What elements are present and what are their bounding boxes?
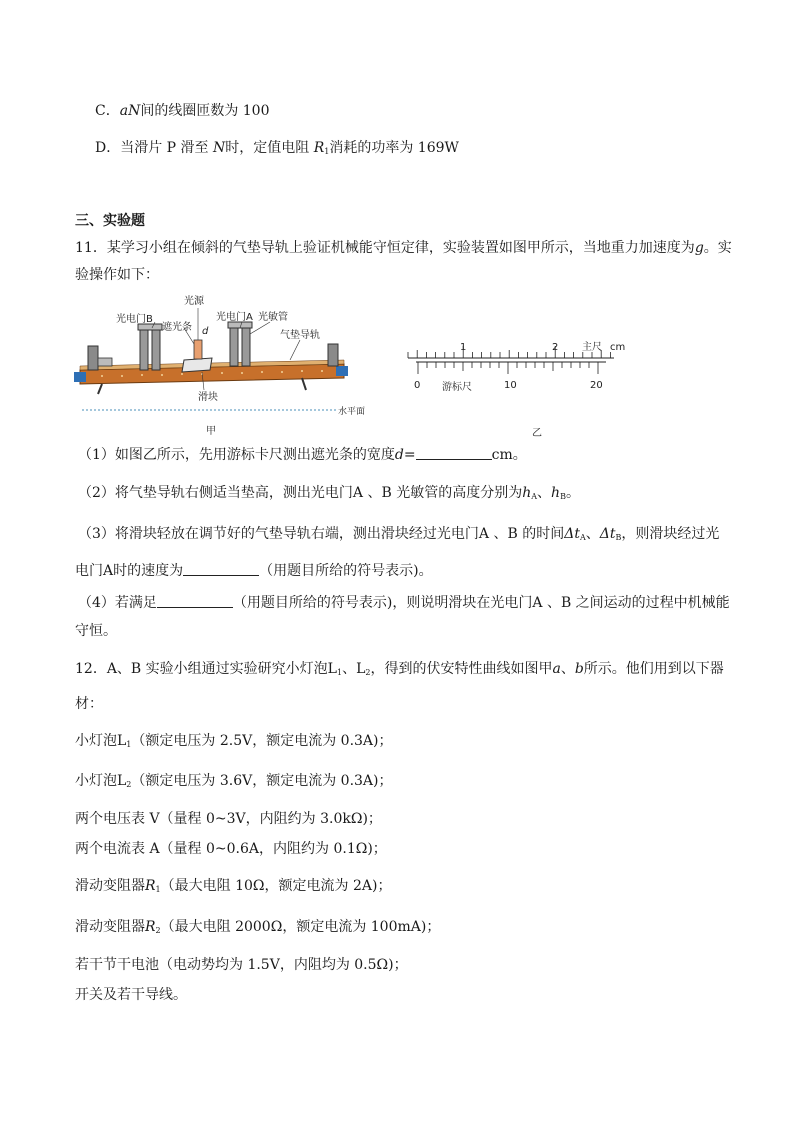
q11-text: 11．某学习小组在倾斜的气垫导轨上验证机械能守恒定律，实验装置如图甲所示，当地重力加速度为 (75, 240, 695, 256)
equipment-symbol: R (145, 878, 156, 894)
equipment-text: 两个电压表 V（量程 0~3V，内阻约为 3.0kΩ)； (75, 811, 382, 827)
equipment-item (75, 839, 387, 859)
q11-p3-line2b: （用题目所给的符号表示)。 (259, 563, 433, 579)
option-c-label: C． (95, 103, 120, 119)
q12-sep: 、 (342, 661, 357, 677)
main-scale-label: 主尺 (582, 342, 602, 353)
option-d-label: D． (95, 140, 121, 156)
vernier-label: 游标尺 (442, 382, 472, 393)
q11-p3-text: （3）将滑块轻放在调节好的气垫导轨右端，测出滑块经过光电门A 、B 的时间 (78, 526, 565, 542)
vernier-tick-20: 20 (590, 380, 603, 391)
equipment-text: 若干节干电池（电动势均为 1.5V，内阻均为 0.5Ω)； (75, 957, 408, 973)
caption-jia: 甲 (206, 426, 216, 437)
label-shade-strip: 遮光条 (162, 322, 192, 333)
q11-part-4-line-2: 守恒。 (75, 623, 117, 639)
q11-p1-eq: = (403, 447, 416, 463)
equipment-sub: 1 (155, 885, 161, 894)
q11-p2-text: （2）将气垫导轨右侧适当垫高，测出光电门A 、B 光敏管的高度分别为 (78, 485, 523, 501)
equipment-item (75, 955, 408, 975)
option-d (95, 138, 459, 162)
q12-text-b: ，得到的伏安特性曲线如图甲 (370, 661, 553, 677)
label-light-source: 光源 (184, 296, 204, 307)
equipment-text: 两个电流表 A（量程 0~0.6A，内阻约为 0.1Ω)； (75, 841, 387, 857)
q11-p3-sub-a: A (579, 533, 586, 542)
shade-strip (194, 340, 202, 359)
equipment-pre: 小灯泡 (75, 733, 117, 749)
caption-yi: 乙 (532, 428, 542, 439)
section-title: 三、实验题 (75, 213, 145, 229)
q11-g: g (694, 240, 704, 256)
q11-line-2: 验操作如下： (75, 267, 159, 283)
equipment-symbol: R (145, 919, 156, 935)
equipment-item (75, 809, 382, 829)
main-tick-2: 2 (552, 342, 559, 353)
q11-p3-dt-b: Δt (599, 526, 616, 542)
figure-vernier (400, 332, 640, 440)
equipment-symbol: L (117, 773, 127, 789)
equipment-item (75, 985, 187, 1005)
q11-p3-line2a: 电门A时的速度为 (75, 563, 184, 579)
equipment-sub: 1 (126, 740, 132, 749)
label-photo-tube: 光敏管 (258, 312, 288, 323)
q11-p2-sub-a: A (531, 492, 538, 501)
option-d-text-3: 消耗的功率为 169W (329, 140, 459, 156)
label-gate-b: 光电门B (116, 314, 153, 325)
q12-sub-1: 1 (336, 668, 343, 677)
q11-p3-dt-a: Δt (564, 526, 580, 542)
equipment-symbol: L (117, 733, 127, 749)
q11-line-1 (75, 238, 732, 258)
q12-text-a: 12．A、B 实验小组通过实验研究小灯泡 (75, 661, 328, 677)
equipment-pre: 滑动变阻器 (75, 878, 145, 894)
vernier-tick-10: 10 (504, 380, 517, 391)
q12-mid: 、 (560, 661, 575, 677)
q11-p4-text: （4）若满足 (78, 595, 157, 611)
equipment-item (75, 917, 440, 941)
q12-a: a (552, 661, 561, 677)
q11-part-2 (78, 483, 580, 507)
q11-p3-sub-b: B (615, 533, 622, 542)
q12-line-1 (75, 659, 724, 683)
q11-part-4 (78, 593, 730, 613)
answer-blank-2[interactable] (183, 561, 259, 576)
q11-p4-text-b: （用题目所给的符号表示)，则说明滑块在光电门A 、B 之间运动的过程中机械能 (232, 595, 730, 611)
q11-p2-h-a: h (522, 485, 532, 501)
left-stop (88, 346, 98, 370)
q12-text-c: 所示。他们用到以下器 (583, 661, 724, 677)
photogate-b (138, 324, 162, 370)
figure-air-track (72, 294, 366, 439)
equipment-pre: 小灯泡 (75, 773, 117, 789)
q12-b: b (574, 661, 584, 677)
q11-p2-end: 。 (565, 485, 580, 501)
equipment-item (75, 771, 393, 795)
equipment-post: （最大电阻 10Ω，额定电流为 2A)； (160, 878, 392, 894)
answer-blank-1[interactable] (416, 445, 492, 460)
option-c-text: 间的线圈匝数为 100 (140, 103, 270, 119)
q11-p1-unit: cm。 (491, 447, 527, 463)
equipment-sub: 2 (155, 926, 161, 935)
option-c-variable: aN (119, 103, 141, 119)
q11-text-end: 。实 (703, 240, 732, 256)
equipment-item (75, 876, 391, 900)
q11-part-1 (78, 445, 527, 465)
right-foot (336, 366, 348, 376)
label-slider: 滑块 (198, 392, 218, 403)
q12-sub-2: 2 (365, 668, 371, 677)
unit-label: cm (610, 342, 626, 353)
q11-part-3 (78, 524, 719, 548)
q11-p1-d: d (394, 447, 404, 463)
equipment-sub: 2 (126, 780, 132, 789)
q11-p2-sub-b: B (560, 492, 566, 501)
q11-p2-sep: 、 (537, 485, 552, 501)
main-tick-1: 1 (460, 342, 467, 353)
equipment-post: （额定电压为 2.5V，额定电流为 0.3A)； (131, 733, 393, 749)
option-d-var-n: N (213, 140, 226, 156)
q12-l1: L (327, 661, 337, 677)
q11-p2-h-b: h (551, 485, 561, 501)
equipment-post: （最大电阻 2000Ω，额定电流为 100mA)； (160, 919, 441, 935)
right-stop (328, 344, 338, 366)
vernier-tick-0: 0 (414, 380, 421, 391)
label-air-track: 气垫导轨 (280, 330, 320, 341)
label-d: d (202, 326, 209, 337)
left-foot (74, 372, 86, 382)
q12-l2: L (356, 661, 366, 677)
q11-part-3-line-2 (75, 561, 433, 581)
option-c (95, 101, 270, 121)
q11-p3-sep: 、 (585, 526, 600, 542)
label-gate-a: 光电门A (216, 312, 253, 323)
equipment-item (75, 731, 393, 755)
option-d-sub: 1 (324, 147, 330, 156)
slider (182, 358, 212, 372)
photogate-a (228, 322, 252, 366)
answer-blank-3[interactable] (157, 593, 233, 608)
q11-p3-text-b: ，则滑块经过光 (621, 526, 720, 542)
option-d-var-r: R (313, 140, 325, 156)
option-d-text-2: 时，定值电阻 (225, 140, 310, 156)
equipment-post: （额定电压为 3.6V，额定电流为 0.3A)； (131, 773, 393, 789)
label-horizontal: 水平面 (338, 407, 366, 417)
equipment-text: 开关及若干导线。 (75, 987, 187, 1003)
option-d-text-1: 当滑片 P 滑至 (120, 140, 209, 156)
q11-p1-text: （1）如图乙所示，先用游标卡尺测出遮光条的宽度 (78, 447, 395, 463)
q12-line-2: 材： (75, 696, 103, 712)
equipment-pre: 滑动变阻器 (75, 919, 145, 935)
